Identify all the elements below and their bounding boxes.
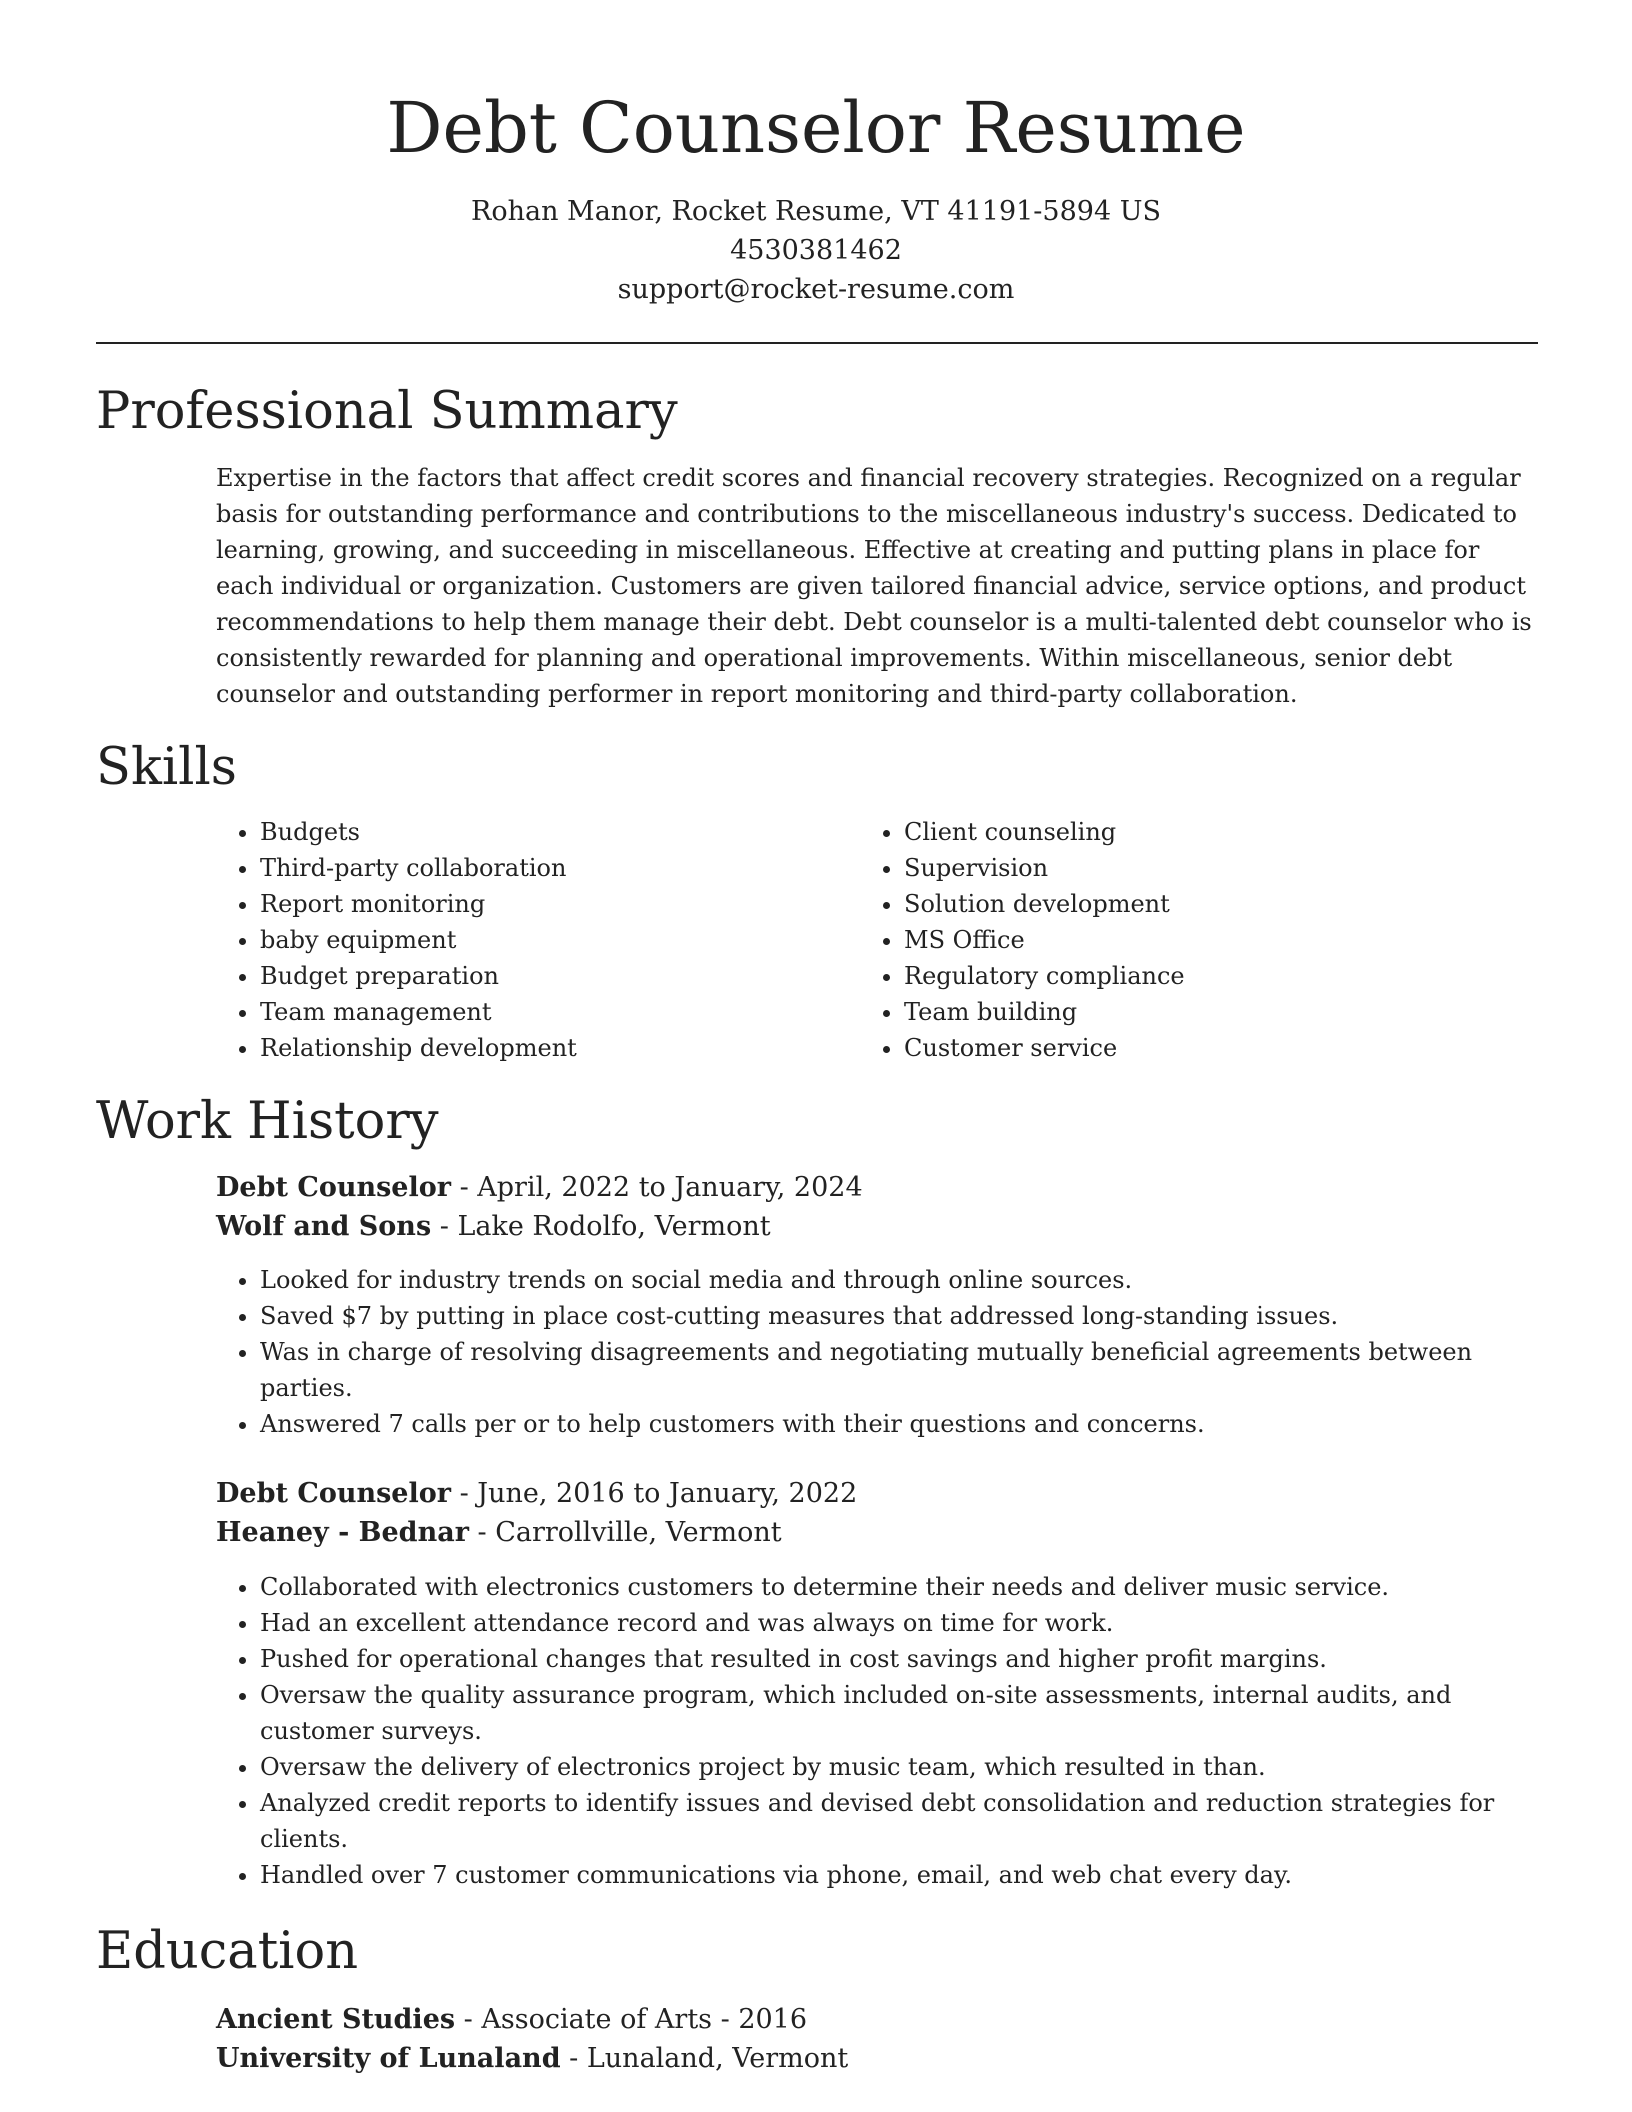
skill-item: • Regulatory compliance bbox=[904, 958, 1480, 994]
summary-heading: Professional Summary bbox=[96, 382, 678, 441]
skill-item: • Budget preparation bbox=[260, 958, 836, 994]
job-bullet: • Oversaw the delivery of electronics project by music team, which resulted in than. bbox=[260, 1749, 1540, 1785]
job-2-company-line bbox=[216, 1513, 782, 1552]
skills-column-left bbox=[216, 814, 836, 1066]
job-1-location: - Lake Rodolfo, Vermont bbox=[431, 1211, 771, 1242]
education-location: - Lunaland, Vermont bbox=[560, 2043, 849, 2074]
skills-heading: Skills bbox=[96, 738, 237, 797]
contact-email: support@rocket-resume.com bbox=[617, 274, 1015, 305]
skill-item: • Budgets bbox=[260, 814, 836, 850]
skill-item: • MS Office bbox=[904, 922, 1480, 958]
job-bullet: • Oversaw the quality assurance program, which included on-site assessments, internal audits, and customer surveys. bbox=[260, 1677, 1540, 1749]
skill-item: • Supervision bbox=[904, 850, 1480, 886]
job-bullet: • Had an excellent attendance record and was always on time for work. bbox=[260, 1605, 1540, 1641]
job-2-company: Heaney - Bednar bbox=[216, 1517, 469, 1548]
skill-item: • Team building bbox=[904, 994, 1480, 1030]
contact-block bbox=[0, 192, 1632, 309]
job-bullet: • Analyzed credit reports to identify issues and devised debt consolidation and reduction strategies for clients. bbox=[260, 1785, 1540, 1857]
job-bullet: • Pushed for operational changes that resulted in cost savings and higher profit margins. bbox=[260, 1641, 1540, 1677]
education-school-line bbox=[216, 2039, 848, 2078]
skill-item: • Team management bbox=[260, 994, 836, 1030]
job-bullet: • Saved $7 by putting in place cost-cutting measures that addressed long-standing issues. bbox=[260, 1298, 1540, 1334]
job-bullet: • Was in charge of resolving disagreements and negotiating mutually beneficial agreements between parties. bbox=[260, 1334, 1540, 1406]
skill-item: • Relationship development bbox=[260, 1030, 836, 1066]
job-1-company-line bbox=[216, 1207, 771, 1246]
education-field: Ancient Studies bbox=[216, 2004, 456, 2035]
work-heading: Work History bbox=[96, 1092, 439, 1151]
job-2-title: Debt Counselor bbox=[216, 1478, 451, 1509]
job-2-dates: - June, 2016 to January, 2022 bbox=[450, 1478, 858, 1509]
job-bullet: • Looked for industry trends on social media and through online sources. bbox=[260, 1262, 1540, 1298]
resume-title: Debt Counselor Resume bbox=[386, 87, 1246, 169]
skill-item: • baby equipment bbox=[260, 922, 836, 958]
job-1-company: Wolf and Sons bbox=[216, 1211, 432, 1242]
education-school: University of Lunaland bbox=[216, 2043, 561, 2074]
skill-item: • Third-party collaboration bbox=[260, 850, 836, 886]
contact-phone: 4530381462 bbox=[730, 235, 902, 266]
job-bullet: • Handled over 7 customer communications via phone, email, and web chat every day. bbox=[260, 1857, 1540, 1893]
job-1-title: Debt Counselor bbox=[216, 1172, 451, 1203]
skill-item: • Solution development bbox=[904, 886, 1480, 922]
job-1-bullet-list bbox=[216, 1262, 1540, 1442]
job-2-bullet-list bbox=[216, 1569, 1540, 1893]
job-bullet: • Answered 7 calls per or to help customers with their questions and concerns. bbox=[260, 1406, 1540, 1442]
education-degree-line bbox=[216, 2000, 807, 2039]
job-1-title-line bbox=[216, 1168, 863, 1207]
skills-list-left bbox=[216, 814, 836, 1066]
job-1-dates: - April, 2022 to January, 2024 bbox=[450, 1172, 863, 1203]
education-heading: Education bbox=[96, 1922, 359, 1981]
skills-column-right bbox=[860, 814, 1480, 1066]
skill-item: • Report monitoring bbox=[260, 886, 836, 922]
skill-item: • Client counseling bbox=[904, 814, 1480, 850]
skill-item: • Customer service bbox=[904, 1030, 1480, 1066]
job-1-bullets bbox=[216, 1262, 1540, 1442]
job-bullet: • Collaborated with electronics customers to determine their needs and deliver music service. bbox=[260, 1569, 1540, 1605]
skills-list-right bbox=[860, 814, 1480, 1066]
education-degree: - Associate of Arts - 2016 bbox=[455, 2004, 808, 2035]
summary-text: Expertise in the factors that affect credit scores and financial recovery strategies. Recognized on a regular basis for outstanding performance and contributions to the miscellaneous industry's success. Dedicated to learning, growing, and succeeding in miscellaneous. Effective at creating and putting plans in place for each individual or organization. Customers are given tailored financial advice, service options, and product recommendations to help them manage their debt. Debt counselor is a multi-talented debt counselor who is consistently rewarded for planning and operational improvements. Within miscellaneous, senior debt counselor and outstanding performer in report monitoring and third-party collaboration. bbox=[216, 464, 1532, 708]
job-2-bullets bbox=[216, 1569, 1540, 1893]
header-divider bbox=[96, 342, 1538, 344]
contact-address: Rohan Manor, Rocket Resume, VT 41191-5894 US bbox=[471, 196, 1161, 227]
job-2-title-line bbox=[216, 1474, 857, 1513]
job-2-location: - Carrollville, Vermont bbox=[468, 1517, 782, 1548]
